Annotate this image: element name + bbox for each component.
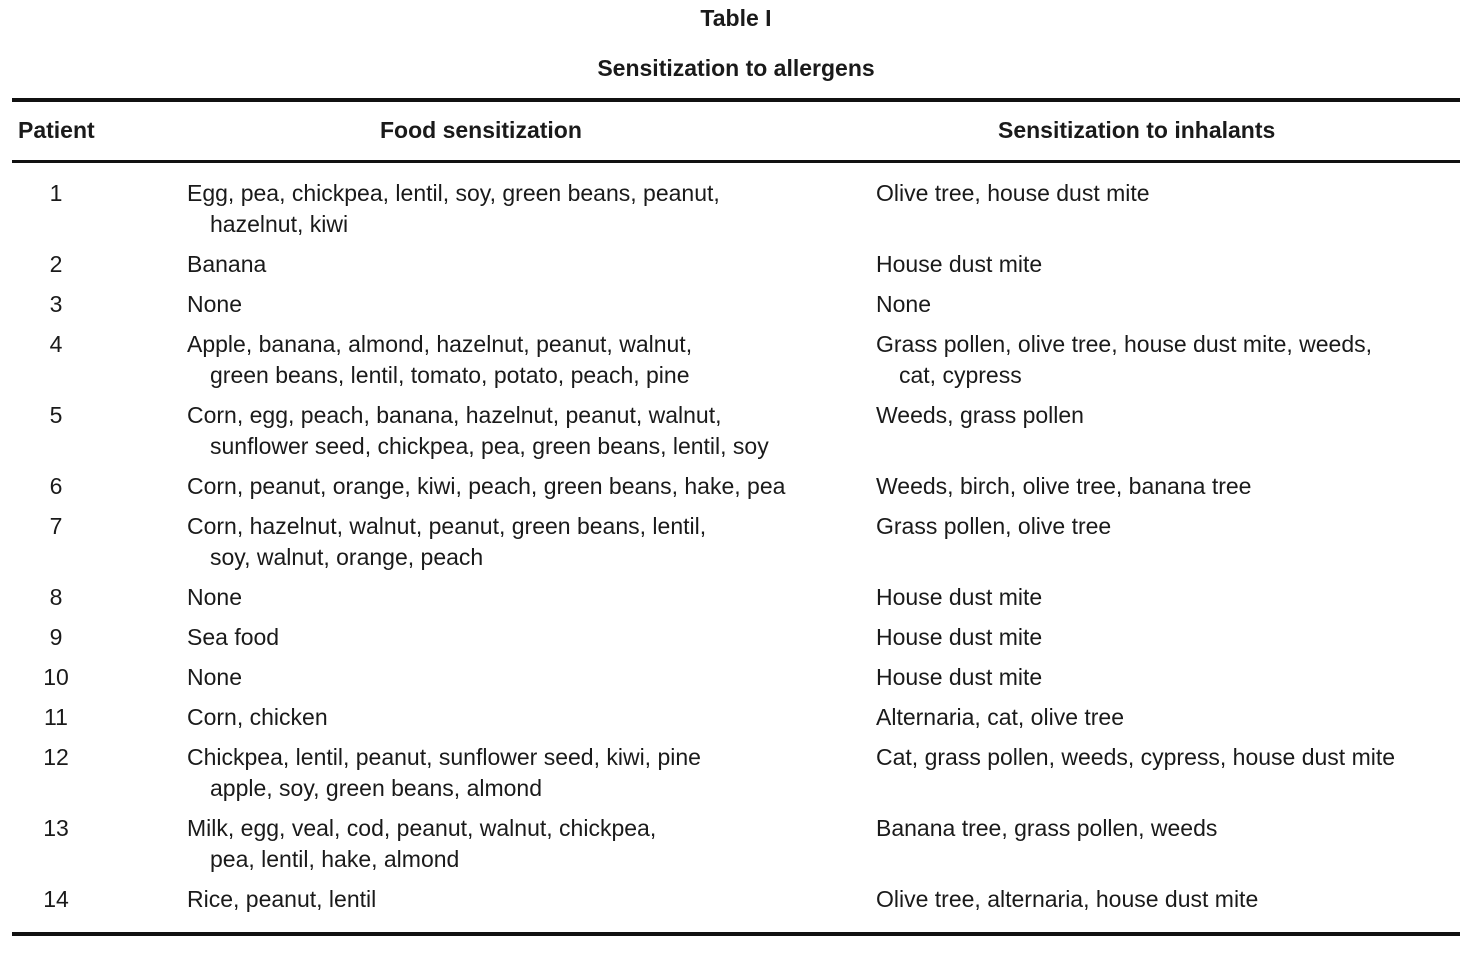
inhalant-sensitization-text: Weeds, birch, olive tree, banana tree [876,473,1252,499]
table-row [12,662,1460,702]
inhalant-sensitization-text: House dust mite [876,624,1043,650]
food-sensitization-text: Corn, peanut, orange, kiwi, peach, green beans, hake, pea [187,473,786,499]
table-row [12,884,1460,924]
table-body [12,178,1460,924]
food-sensitization-text: hazelnut, kiwi [210,211,349,237]
food-sensitization-cell [187,742,827,804]
food-sensitization-text: soy, walnut, orange, peach [210,544,484,570]
header-patient: Patient [18,117,95,143]
table-row [12,289,1460,329]
food-sensitization-text: Banana [187,251,267,277]
inhalant-sensitization-text: Olive tree, house dust mite [876,180,1150,206]
food-sensitization-text: sunflower seed, chickpea, pea, green beans, lentil, soy [210,433,769,459]
food-sensitization-text: green beans, lentil, tomato, potato, peach, pine [210,362,690,388]
patient-number: 13 [43,815,69,841]
table-row [12,511,1460,582]
inhalant-sensitization-cell [876,884,1436,915]
inhalant-sensitization-text: Weeds, grass pollen [876,402,1084,428]
food-sensitization-cell [187,884,827,915]
food-sensitization-cell [187,582,827,613]
patient-number: 9 [49,624,63,650]
inhalant-sensitization-text: None [876,291,931,317]
patient-number: 5 [49,402,63,428]
inhalant-sensitization-text: House dust mite [876,251,1043,277]
food-sensitization-text: Corn, hazelnut, walnut, peanut, green beans, lentil, [187,513,707,539]
food-sensitization-cell [187,662,827,693]
food-sensitization-text: None [187,584,242,610]
food-sensitization-text: Sea food [187,624,280,650]
patient-number: 2 [49,251,63,277]
inhalant-sensitization-cell [876,471,1436,502]
inhalant-sensitization-cell [876,329,1436,391]
food-sensitization-cell [187,511,827,573]
inhalant-sensitization-cell [876,289,1436,320]
inhalant-sensitization-text: Olive tree, alternaria, house dust mite [876,886,1259,912]
table-header-rule [12,160,1460,163]
food-sensitization-cell [187,329,827,391]
inhalant-sensitization-text: House dust mite [876,664,1043,690]
inhalant-sensitization-cell [876,178,1436,209]
table-row [12,178,1460,249]
inhalant-sensitization-cell [876,622,1436,653]
table-bottom-rule [12,932,1460,936]
food-sensitization-text: pea, lentil, hake, almond [210,846,460,872]
header-inhalant-sensitization: Sensitization to inhalants [998,117,1276,143]
food-sensitization-cell [187,471,827,502]
food-sensitization-text: Rice, peanut, lentil [187,886,377,912]
food-sensitization-cell [187,400,827,462]
food-sensitization-text: Corn, egg, peach, banana, hazelnut, peanut, walnut, [187,402,722,428]
patient-number: 14 [43,886,69,912]
inhalant-sensitization-text: Grass pollen, olive tree [876,513,1112,539]
patient-number: 10 [43,664,69,690]
table-row [12,582,1460,622]
table-row [12,622,1460,662]
food-sensitization-cell [187,289,827,320]
inhalant-sensitization-text: cat, cypress [899,362,1022,388]
food-sensitization-cell [187,249,827,280]
food-sensitization-cell [187,178,827,240]
inhalant-sensitization-text: House dust mite [876,584,1043,610]
food-sensitization-text: Egg, pea, chickpea, lentil, soy, green beans, peanut, [187,180,720,206]
food-sensitization-text: None [187,664,242,690]
table-row [12,329,1460,400]
patient-number: 3 [49,291,63,317]
inhalant-sensitization-cell [876,400,1436,431]
inhalant-sensitization-cell [876,249,1436,280]
food-sensitization-text: Chickpea, lentil, peanut, sunflower seed, kiwi, pine [187,744,701,770]
table-title: Sensitization to allergens [597,55,875,81]
patient-number: 6 [49,473,63,499]
food-sensitization-cell [187,622,827,653]
inhalant-sensitization-text: Grass pollen, olive tree, house dust mite, weeds, [876,331,1373,357]
table-row [12,400,1460,471]
inhalant-sensitization-text: Cat, grass pollen, weeds, cypress, house dust mite [876,744,1396,770]
table-row [12,742,1460,813]
patient-number: 8 [49,584,63,610]
table-row [12,471,1460,511]
table-label: Table I [700,5,772,31]
inhalant-sensitization-cell [876,702,1436,733]
inhalant-sensitization-cell [876,662,1436,693]
inhalant-sensitization-cell [876,511,1436,542]
patient-number: 12 [43,744,69,770]
food-sensitization-text: None [187,291,242,317]
patient-number: 1 [49,180,63,206]
inhalant-sensitization-text: Alternaria, cat, olive tree [876,704,1125,730]
food-sensitization-text: Corn, chicken [187,704,328,730]
table-top-rule [12,98,1460,102]
table-row [12,249,1460,289]
food-sensitization-cell [187,702,827,733]
patient-number: 7 [49,513,63,539]
food-sensitization-cell [187,813,827,875]
table-row [12,702,1460,742]
food-sensitization-text: Milk, egg, veal, cod, peanut, walnut, chickpea, [187,815,657,841]
patient-number: 11 [44,704,68,730]
patient-number: 4 [49,331,63,357]
inhalant-sensitization-cell [876,742,1436,773]
table-row [12,813,1460,884]
food-sensitization-text: Apple, banana, almond, hazelnut, peanut, walnut, [187,331,693,357]
inhalant-sensitization-cell [876,813,1436,844]
inhalant-sensitization-cell [876,582,1436,613]
food-sensitization-text: apple, soy, green beans, almond [210,775,543,801]
header-food-sensitization: Food sensitization [380,117,582,143]
inhalant-sensitization-text: Banana tree, grass pollen, weeds [876,815,1218,841]
